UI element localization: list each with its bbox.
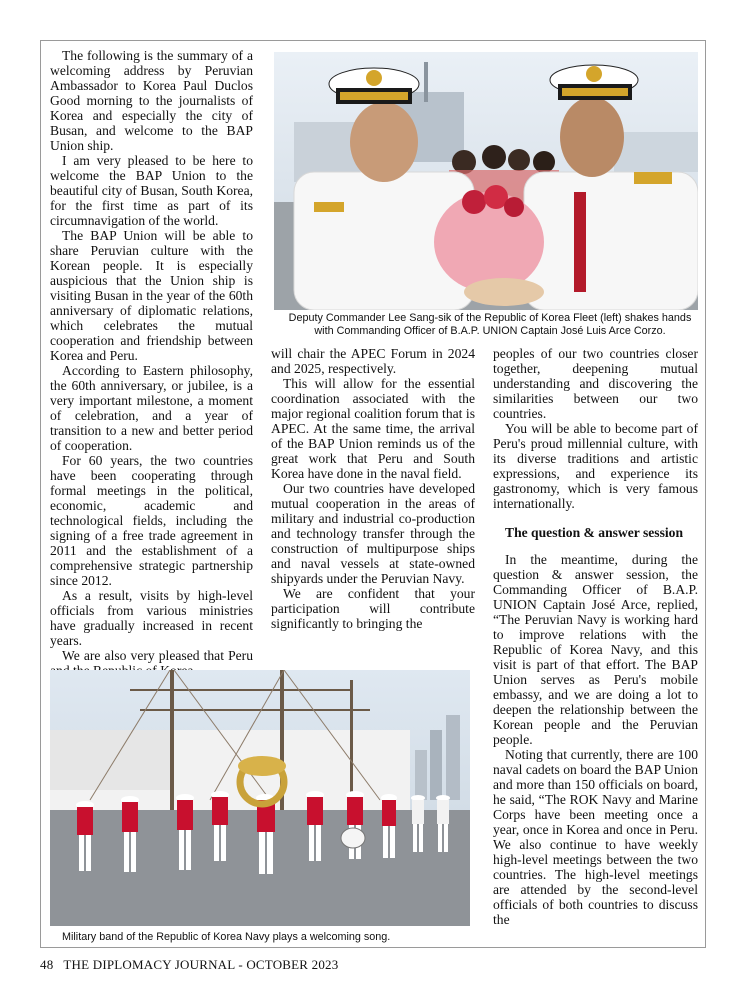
paragraph: In the meantime, during the question & answer session, the Commanding Officer of B.A.P. UNION Captain José Arce, replied, “The Peruvian Navy is working hard to improve relations with the Republic of Korea Navy, and this visit is part of that effort. The BAP Union serves as Peru's mobile embassy, and we are doing a lot to deepen the relationship between the Korean people and the Peruvian people.: [493, 552, 698, 747]
article-column-2: [271, 346, 475, 631]
bottom-photo-caption: Military band of the Republic of Korea Navy plays a welcoming song.: [62, 931, 391, 943]
page-footer: [40, 957, 348, 973]
paragraph: Noting that currently, there are 100 naval cadets on board the BAP Union and more than 150 officials on board, he said, “The ROK Navy and Marine Corps have been meeting once a year, once in Korea and once in Peru. We also continue to have weekly high-level meetings between the two countries. The high-level meetings are attended by the second-level officials of both countries to discuss the: [493, 747, 698, 927]
paragraph: According to Eastern philosophy, the 60th anniversary, or jubilee, is a very important milestone, a moment of celebration, and a year of transition to a new and better period of cooperation.: [50, 363, 253, 453]
paragraph: As a result, visits by high-level officials from various ministries have gradually increased in recent years.: [50, 588, 253, 648]
top-photo-caption: Deputy Commander Lee Sang-sik of the Republic of Korea Fleet (left) shakes hands with Commanding Officer of B.A.P. UNION Captain José Luis Arce Corzo.: [288, 312, 692, 337]
paragraph: We are confident that your participation will contribute significantly to bringing the: [271, 586, 475, 631]
paragraph: You will be able to become part of Peru's proud millennial culture, with its diverse traditions and artistic expressions, and experience its gastronomy, which is very famous internationally.: [493, 421, 698, 511]
section-subheading: The question & answer session: [505, 525, 684, 540]
paragraph: This will allow for the essential coordination associated with the major regional coalition forum that is APEC. At the same time, the arrival of the BAP Union reminds us of the great work that Peru and South Korea have done in the naval field.: [271, 376, 475, 481]
paragraph: The following is the summary of a welcoming address by Peruvian Ambassador to Korea Paul Duclos Good morning to the journalists of Korea and especially the city of Busan, and welcome to the BAP Union ship.: [50, 48, 253, 153]
paragraph: peoples of our two countries closer together, deepening mutual understanding and discovering the similarities between our two countries.: [493, 346, 698, 421]
paragraph: I am very pleased to be here to welcome the BAP Union to the beautiful city of Busan, South Korea, for the first time as part of its circumnavigation of the world.: [50, 153, 253, 228]
publication-name: THE DIPLOMACY JOURNAL - OCTOBER 2023: [63, 957, 339, 972]
paragraph: We are also very pleased that Peru: [62, 648, 253, 663]
article-column-1: [50, 48, 253, 678]
article-column-3: [493, 346, 698, 927]
page-number: 48: [40, 957, 54, 972]
paragraph: For 60 years, the two countries have been cooperating through formal meetings in the political, economic, academic and technological fields, including the signing of a free trade agreement in 2011 and the establishment of a comprehensive strategic partnership since 2012.: [50, 453, 253, 588]
officers-handshake-photo: [274, 52, 698, 310]
paragraph: Our two countries have developed mutual cooperation in the areas of military and industrial co-production and technology transfer through the construction of multipurpose ships and naval vessels at state-owned shipyards under the Peruvian Navy.: [271, 481, 475, 586]
paragraph: will chair the APEC Forum in 2024 and 2025, respectively.: [271, 346, 475, 376]
paragraph: The BAP Union will be able to share Peruvian culture with the Korean people. It is especially auspicious that the Union ship is visiting Busan in the year of the 60th anniversary of diplomatic relations, which celebrates the mutual cooperation and friendship between Korea and Peru.: [50, 228, 253, 363]
navy-band-photo: [50, 670, 470, 926]
